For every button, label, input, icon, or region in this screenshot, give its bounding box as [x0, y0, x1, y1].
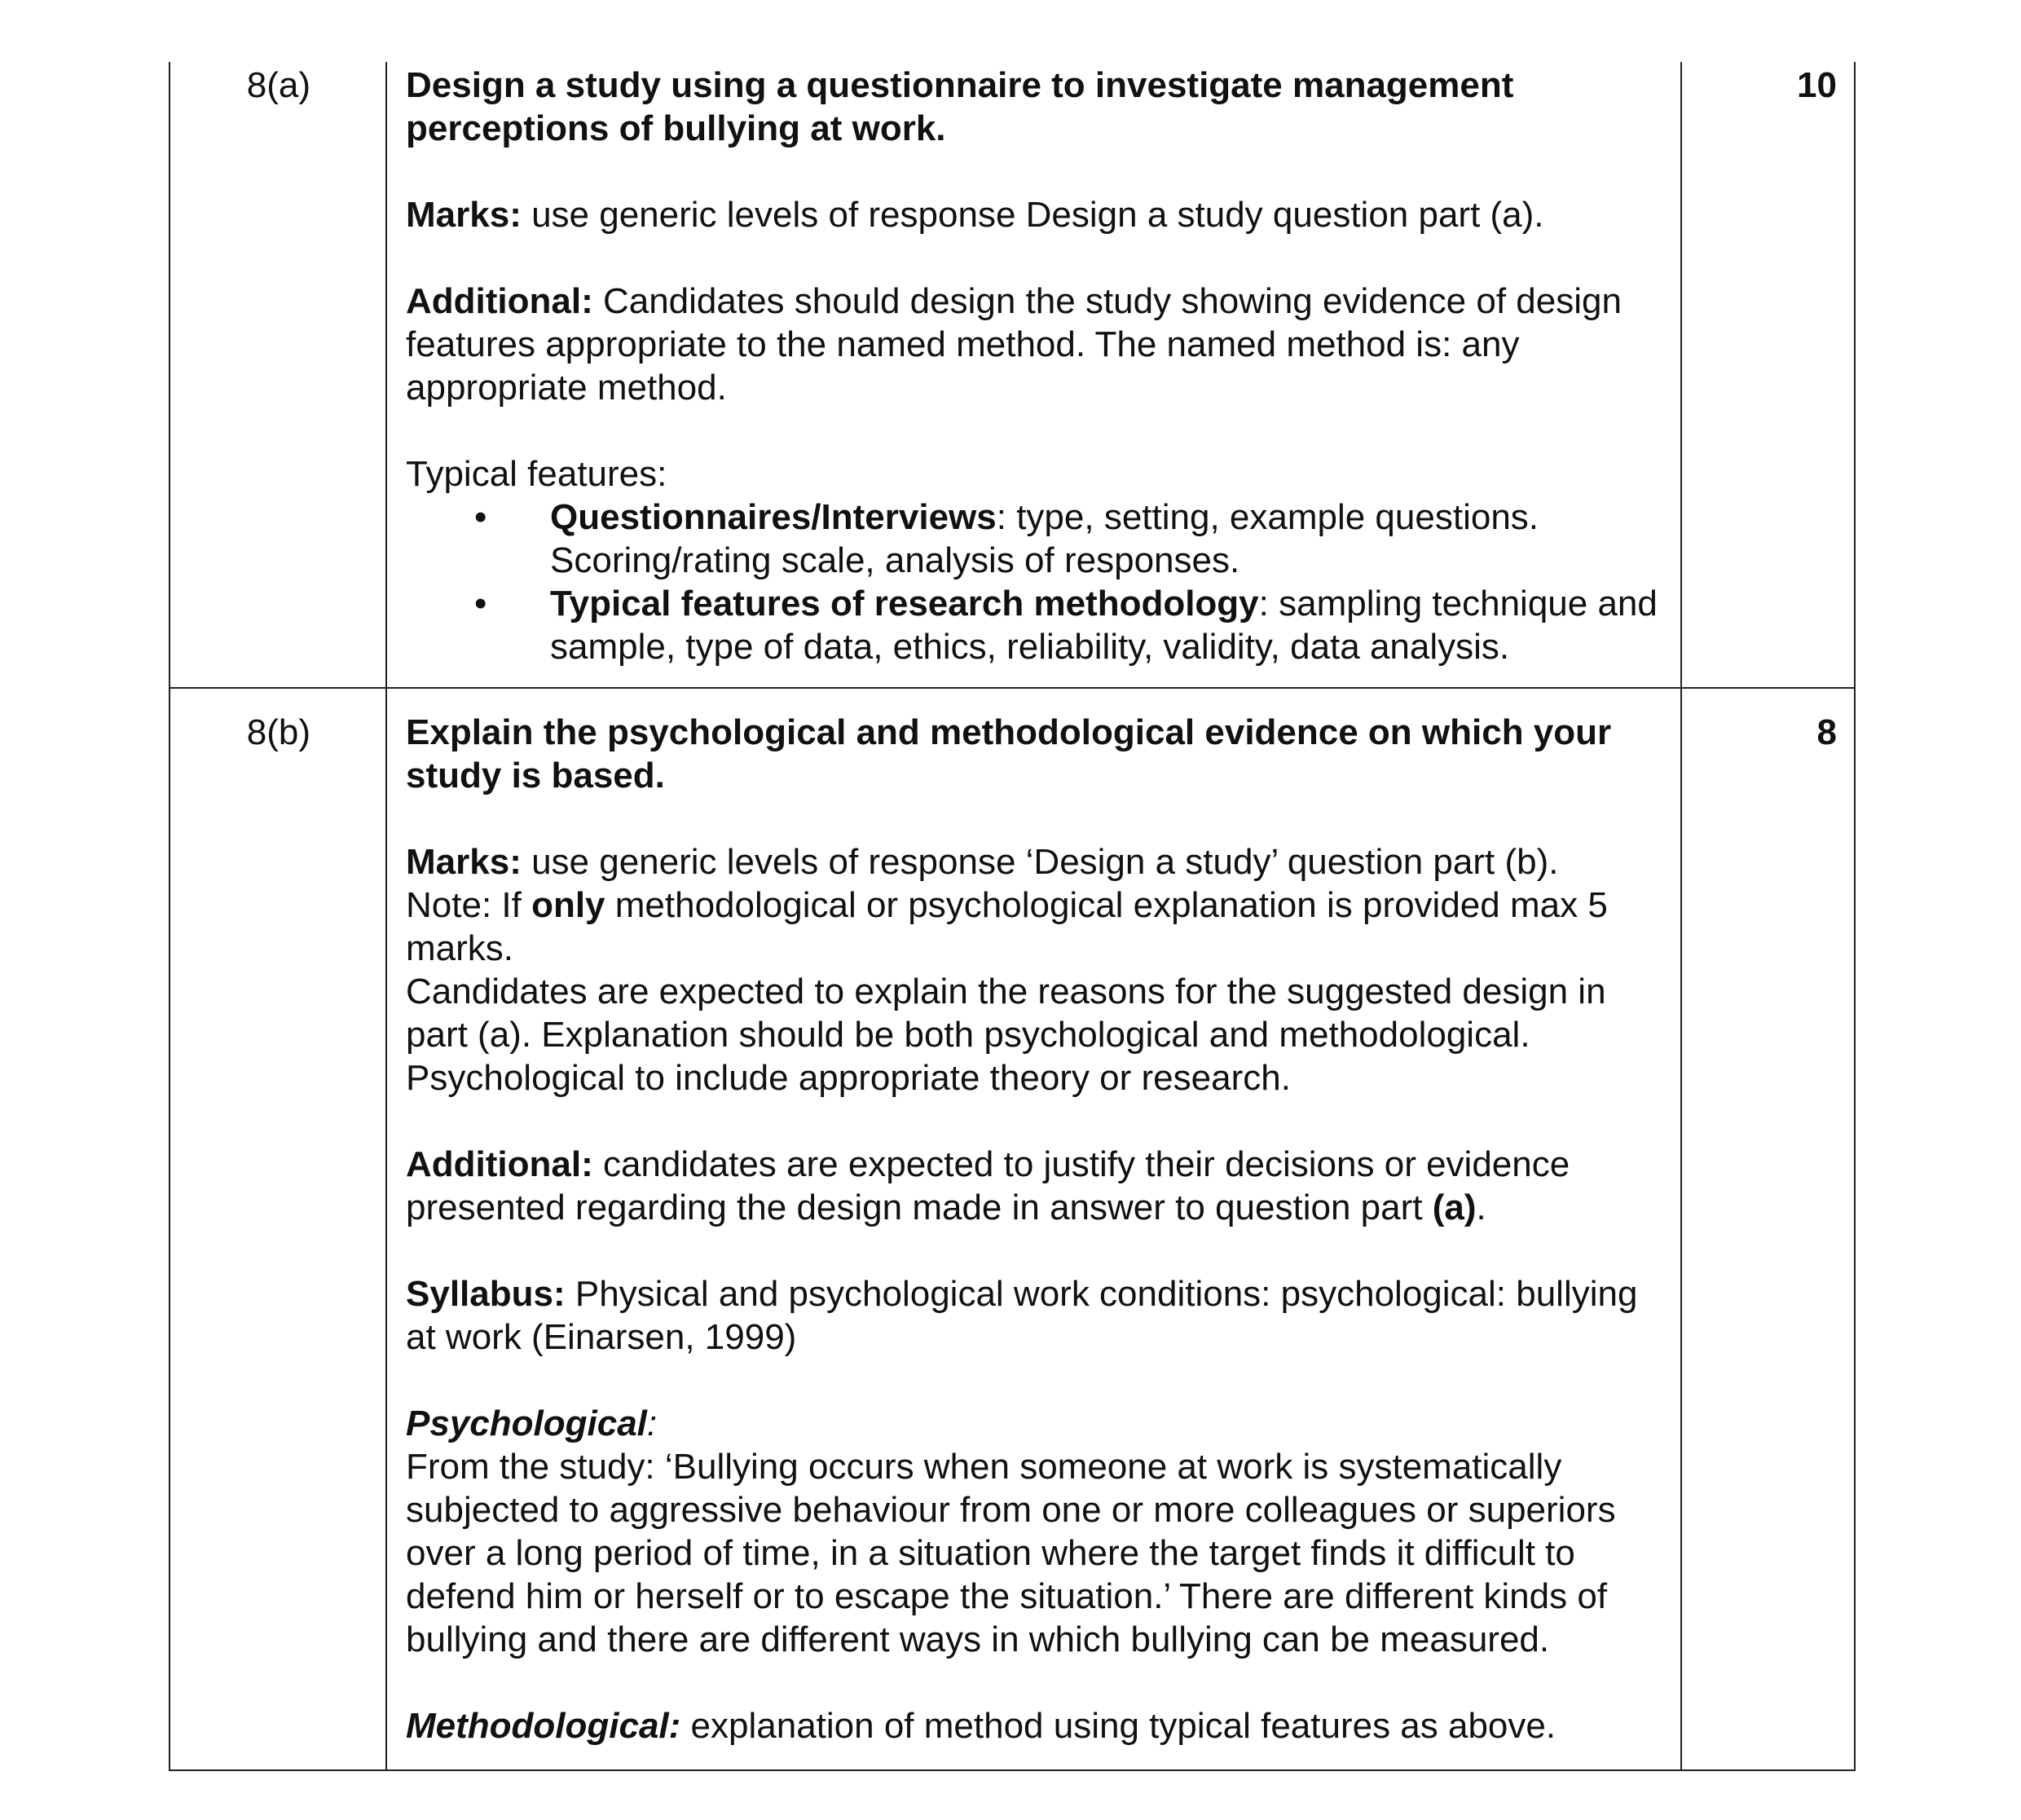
marks-guidance: Marks: use generic levels of response ‘Design a study’ question part (b). [406, 842, 1559, 882]
marks-cell [1681, 688, 1855, 1770]
syllabus-reference: Syllabus: Physical and psychological work conditions: psychological: bullying at work (Einarsen, 1999) [406, 1274, 1638, 1357]
marks-note: Note: If only methodological or psychological explanation is provided max 5 marks. [406, 885, 1608, 968]
question-number-cell [170, 62, 386, 688]
marks-cell [1681, 62, 1855, 688]
bullet-icon: • [474, 584, 487, 624]
bullet-icon: • [474, 497, 487, 537]
marks-value: 10 [1797, 65, 1837, 105]
question-heading: Explain the psychological and methodological evidence on which your study is based. [406, 712, 1612, 795]
additional-guidance: Additional: candidates are expected to justify their decisions or evidence presented regarding the design made in answer to question part (a). [406, 1144, 1570, 1227]
answer-cell [386, 688, 1681, 1770]
question-number: 8(b) [246, 712, 310, 752]
typical-features-list [406, 496, 1661, 668]
list-item: • Questionnaires/Interviews: type, setting, example questions. Scoring/rating scale, analysis of responses. [474, 497, 1539, 580]
question-heading: Design a study using a questionnaire to investigate management perceptions of bullying at work. [406, 65, 1514, 148]
methodological-explanation: Methodological: explanation of method using typical features as above. [406, 1706, 1556, 1746]
additional-guidance: Additional: Candidates should design the study showing evidence of design features appropriate to the named method. The named method is: any appropriate method. [406, 281, 1622, 408]
table-row [170, 688, 1855, 1770]
mark-scheme-table [169, 62, 1856, 1771]
question-number-cell [170, 688, 386, 1770]
psychological-heading: Psychological: [406, 1404, 658, 1443]
candidates-guidance: Candidates are expected to explain the reasons for the suggested design in part (a). Explanation should be both psychological and methodological. Psychological to include appropriate theory or research. [406, 972, 1606, 1098]
table-row [170, 62, 1855, 688]
list-item: • Typical features of research methodology: sampling technique and sample, type of data, ethics, reliability, validity, data analysis. [474, 584, 1658, 667]
psychological-explanation: From the study: ‘Bullying occurs when someone at work is systematically subjected to aggressive behaviour from one or more colleagues or superiors over a long period of time, in a situation where the target finds it difficult to defend him or herself or to escape the situation.’ There are different kinds of bullying and there are different ways in which bullying can be measured. [406, 1447, 1616, 1659]
question-number: 8(a) [246, 65, 310, 105]
answer-cell [386, 62, 1681, 688]
typical-features-intro: Typical features: [406, 454, 667, 494]
marks-guidance: Marks: use generic levels of response Design a study question part (a). [406, 195, 1544, 235]
marks-value: 8 [1816, 712, 1837, 752]
